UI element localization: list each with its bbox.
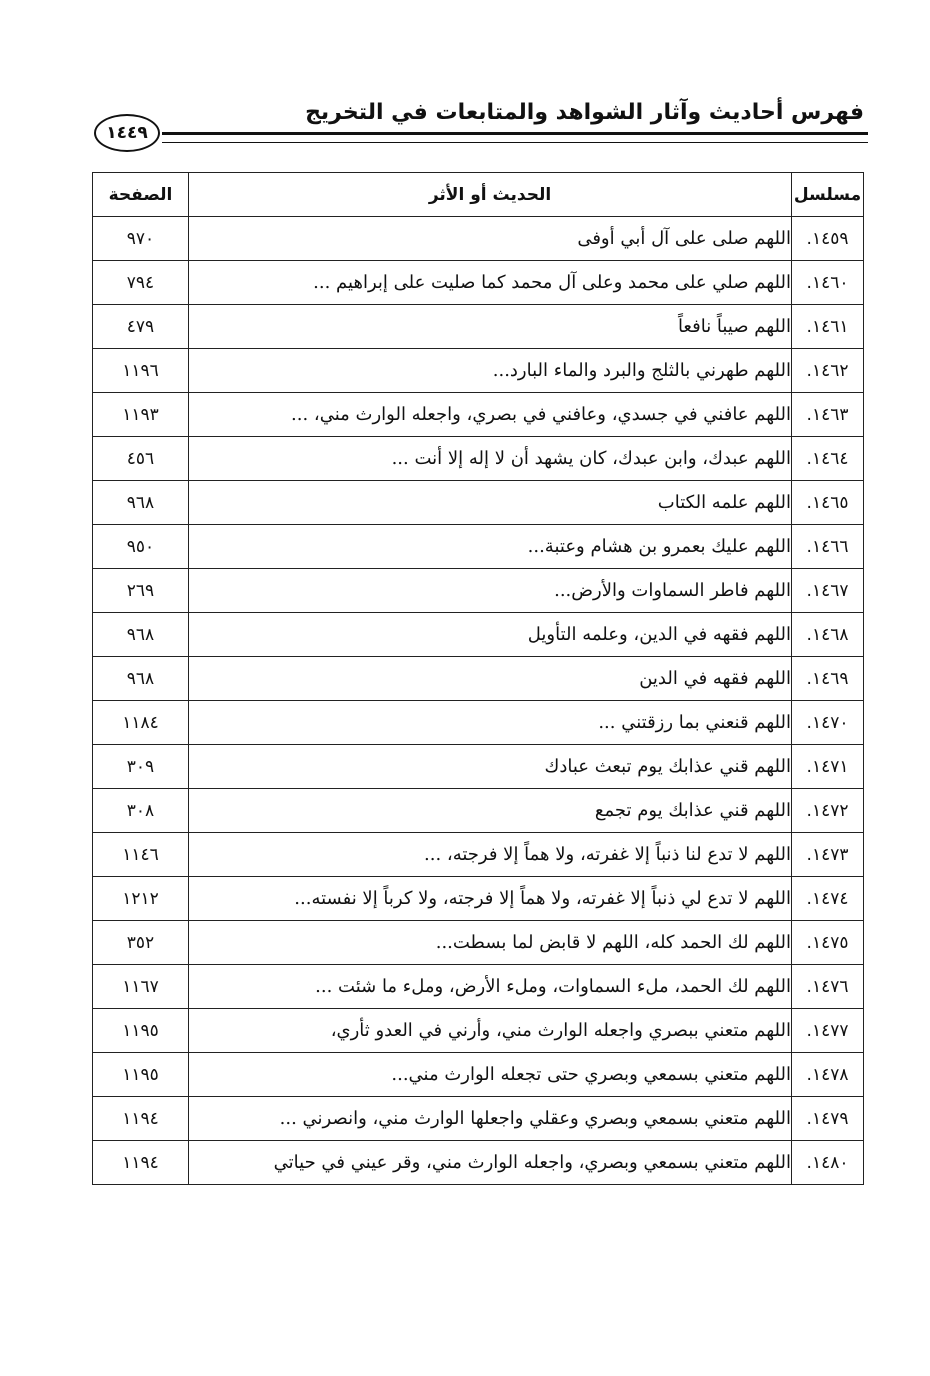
page-ref-cell: ١١٩٦ <box>93 349 189 393</box>
page-ref-cell: ٩٦٨ <box>93 613 189 657</box>
page-number-badge: ١٤٤٩ <box>94 114 160 152</box>
table-row <box>93 305 864 349</box>
table-row <box>93 569 864 613</box>
page-header <box>92 96 868 158</box>
table-row <box>93 525 864 569</box>
hadith-text-cell: اللهم فقهه في الدين، وعلمه التأويل <box>189 613 792 657</box>
page-ref-cell: ٩٦٨ <box>93 481 189 525</box>
table-row <box>93 877 864 921</box>
table-row <box>93 701 864 745</box>
serial-cell: ١٤٦٠. <box>792 261 864 305</box>
serial-cell: ١٤٦٧. <box>792 569 864 613</box>
running-title: فهرس أحاديث وآثار الشواهد والمتابعات في التخريج <box>305 100 864 125</box>
hadith-text-cell: اللهم صيباً نافعاً <box>189 305 792 349</box>
serial-cell: ١٤٧٣. <box>792 833 864 877</box>
table-header-row <box>93 173 864 217</box>
hadith-text-cell: اللهم لك الحمد، ملء السماوات، وملء الأرض، وملء ما شئت ... <box>189 965 792 1009</box>
hadith-text-cell: اللهم قني عذابك يوم تجمع <box>189 789 792 833</box>
page-ref-cell: ٣٥٢ <box>93 921 189 965</box>
page-ref-cell: ٤٧٩ <box>93 305 189 349</box>
serial-cell: ١٤٧٦. <box>792 965 864 1009</box>
serial-cell: ١٤٥٩. <box>792 217 864 261</box>
serial-cell: ١٤٧٠. <box>792 701 864 745</box>
table-row <box>93 217 864 261</box>
serial-cell: ١٤٧٩. <box>792 1097 864 1141</box>
hadith-text-cell: اللهم فقهه في الدين <box>189 657 792 701</box>
hadith-text-cell: اللهم صلي على محمد وعلى آل محمد كما صليت على إبراهيم ... <box>189 261 792 305</box>
hadith-text-cell: اللهم قنعني بما رزقتني ... <box>189 701 792 745</box>
page-ref-cell: ١١٨٤ <box>93 701 189 745</box>
table-row <box>93 1097 864 1141</box>
table-row <box>93 481 864 525</box>
hadith-text-cell: اللهم متعني بسمعي وبصري وعقلي واجعلها الوارث مني، وانصرني ... <box>189 1097 792 1141</box>
column-header-serial: مسلسل <box>792 173 864 217</box>
column-header-text: الحديث أو الأثر <box>189 173 792 217</box>
serial-cell: ١٤٧٢. <box>792 789 864 833</box>
hadith-text-cell: اللهم طهرني بالثلج والبرد والماء البارد... <box>189 349 792 393</box>
page-ref-cell: ٤٥٦ <box>93 437 189 481</box>
hadith-text-cell: اللهم لا تدع لنا ذنباً إلا غفرته، ولا هماً إلا فرجته، ... <box>189 833 792 877</box>
page-ref-cell: ٩٧٠ <box>93 217 189 261</box>
table-row <box>93 349 864 393</box>
page-ref-cell: ٩٦٨ <box>93 657 189 701</box>
page-ref-cell: ١١٩٣ <box>93 393 189 437</box>
table-row <box>93 393 864 437</box>
serial-cell: ١٤٧٥. <box>792 921 864 965</box>
hadith-text-cell: اللهم عبدك، وابن عبدك، كان يشهد أن لا إله إلا أنت ... <box>189 437 792 481</box>
serial-cell: ١٤٦٥. <box>792 481 864 525</box>
serial-cell: ١٤٦٤. <box>792 437 864 481</box>
page-ref-cell: ١٢١٢ <box>93 877 189 921</box>
table-body <box>93 217 864 1185</box>
table-row <box>93 657 864 701</box>
page-ref-cell: ١١٤٦ <box>93 833 189 877</box>
table-row <box>93 1009 864 1053</box>
hadith-text-cell: اللهم عليك بعمرو بن هشام وعتبة... <box>189 525 792 569</box>
hadith-text-cell: اللهم صلى على آل أبي أوفى <box>189 217 792 261</box>
hadith-text-cell: اللهم متعني ببصري واجعله الوارث مني، وأرني في العدو ثأري، <box>189 1009 792 1053</box>
page-ref-cell: ٩٥٠ <box>93 525 189 569</box>
page-ref-cell: ٧٩٤ <box>93 261 189 305</box>
table-row <box>93 1053 864 1097</box>
column-header-page: الصفحة <box>93 173 189 217</box>
table-row <box>93 261 864 305</box>
table-row <box>93 789 864 833</box>
serial-cell: ١٤٧٧. <box>792 1009 864 1053</box>
hadith-text-cell: اللهم فاطر السماوات والأرض... <box>189 569 792 613</box>
table-row <box>93 613 864 657</box>
table-row <box>93 833 864 877</box>
serial-cell: ١٤٦٣. <box>792 393 864 437</box>
page-ref-cell: ١١٩٥ <box>93 1009 189 1053</box>
serial-cell: ١٤٨٠. <box>792 1141 864 1185</box>
index-table <box>92 172 864 1185</box>
serial-cell: ١٤٧٤. <box>792 877 864 921</box>
serial-cell: ١٤٦٦. <box>792 525 864 569</box>
table-row <box>93 921 864 965</box>
page-ref-cell: ٢٦٩ <box>93 569 189 613</box>
header-rule <box>162 132 868 143</box>
table-row <box>93 745 864 789</box>
page-ref-cell: ١١٩٥ <box>93 1053 189 1097</box>
table-row <box>93 965 864 1009</box>
page-ref-cell: ١١٩٤ <box>93 1141 189 1185</box>
hadith-text-cell: اللهم قني عذابك يوم تبعث عبادك <box>189 745 792 789</box>
page-ref-cell: ٣٠٨ <box>93 789 189 833</box>
hadith-text-cell: اللهم لا تدع لي ذنباً إلا غفرته، ولا هماً إلا فرجته، ولا كرباً إلا نفسته... <box>189 877 792 921</box>
serial-cell: ١٤٦٩. <box>792 657 864 701</box>
hadith-text-cell: اللهم متعني بسمعي وبصري حتى تجعله الوارث مني... <box>189 1053 792 1097</box>
serial-cell: ١٤٦٢. <box>792 349 864 393</box>
table-row <box>93 1141 864 1185</box>
page-ref-cell: ١١٦٧ <box>93 965 189 1009</box>
serial-cell: ١٤٦٨. <box>792 613 864 657</box>
hadith-text-cell: اللهم متعني بسمعي وبصري، واجعله الوارث مني، وقر عيني في حياتي <box>189 1141 792 1185</box>
hadith-text-cell: اللهم لك الحمد كله، اللهم لا قابض لما بسطت... <box>189 921 792 965</box>
page-ref-cell: ٣٠٩ <box>93 745 189 789</box>
serial-cell: ١٤٧١. <box>792 745 864 789</box>
hadith-text-cell: اللهم عافني في جسدي، وعافني في بصري، واجعله الوارث مني، ... <box>189 393 792 437</box>
serial-cell: ١٤٦١. <box>792 305 864 349</box>
page-ref-cell: ١١٩٤ <box>93 1097 189 1141</box>
serial-cell: ١٤٧٨. <box>792 1053 864 1097</box>
hadith-text-cell: اللهم علمه الكتاب <box>189 481 792 525</box>
table-row <box>93 437 864 481</box>
